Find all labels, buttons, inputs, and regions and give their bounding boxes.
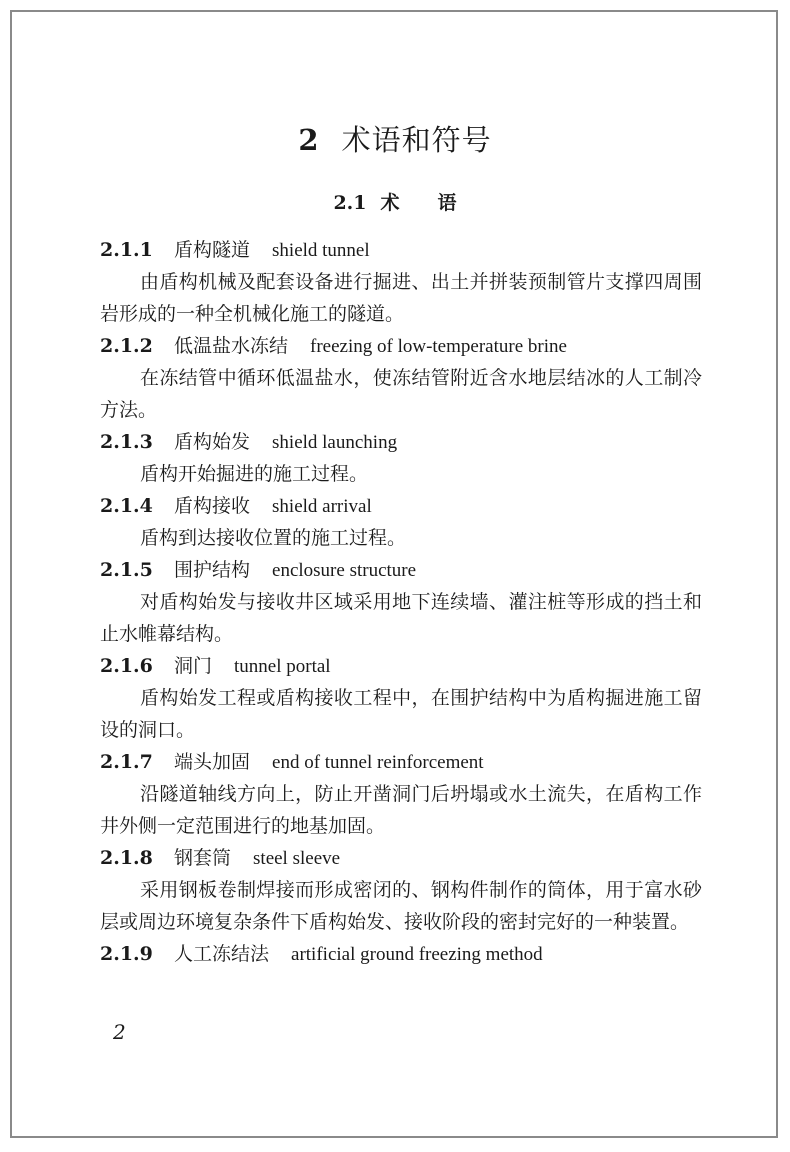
page-number: 2 <box>113 1020 126 1044</box>
term-chinese: 盾构隧道 <box>174 239 251 261</box>
term-heading <box>100 938 702 970</box>
term-entry <box>100 234 702 330</box>
term-entry <box>100 650 702 746</box>
term-definition: 由盾构机械及配套设备进行掘进、出土并拼装预制管片支撑四周围岩形成的一种全机械化施工的隧道。 <box>100 271 702 325</box>
term-definition: 盾构始发工程或盾构接收工程中，在围护结构中为盾构掘进施工留设的洞口。 <box>100 687 702 741</box>
term-chinese: 钢套筒 <box>174 847 232 869</box>
term-entry <box>100 554 702 650</box>
term-heading <box>100 490 702 522</box>
term-definition: 采用钢板卷制焊接而形成密闭的、钢构件制作的筒体，用于富水砂层或周边环境复杂条件下盾构始发、接收阶段的密封完好的一种装置。 <box>100 879 702 933</box>
term-number: 2.1.8 <box>100 847 153 869</box>
chapter-title <box>0 118 790 159</box>
term-english: tunnel portal <box>234 656 331 677</box>
term-entry <box>100 426 702 490</box>
chapter-number: 2 <box>298 123 320 157</box>
section-title-b: 语 <box>437 192 457 214</box>
term-chinese: 端头加固 <box>174 751 251 773</box>
term-heading <box>100 746 702 778</box>
term-entry <box>100 746 702 842</box>
term-definition: 对盾构始发与接收井区域采用地下连续墙、灌注桩等形成的挡土和止水帷幕结构。 <box>100 591 702 645</box>
term-heading <box>100 554 702 586</box>
term-entry <box>100 938 702 970</box>
term-heading <box>100 330 702 362</box>
term-entry <box>100 842 702 938</box>
term-chinese: 低温盐水冻结 <box>174 335 289 357</box>
chapter-title-text: 术语和符号 <box>341 123 492 157</box>
term-english: shield arrival <box>272 496 372 517</box>
term-chinese: 盾构接收 <box>174 495 251 517</box>
term-chinese: 盾构始发 <box>174 431 251 453</box>
term-definition: 沿隧道轴线方向上，防止开凿洞门后坍塌或水土流失，在盾构工作井外侧一定范围进行的地基加固。 <box>100 783 702 837</box>
section-number: 2.1 <box>333 192 367 214</box>
section-title-a: 术 <box>380 192 400 214</box>
term-entry <box>100 330 702 426</box>
term-english: enclosure structure <box>272 560 417 581</box>
term-number: 2.1.9 <box>100 943 153 965</box>
term-number: 2.1.5 <box>100 559 153 581</box>
term-heading <box>100 234 702 266</box>
term-chinese: 洞门 <box>174 655 213 677</box>
term-definition: 盾构到达接收位置的施工过程。 <box>140 527 407 549</box>
term-english: steel sleeve <box>253 848 341 869</box>
term-number: 2.1.6 <box>100 655 153 677</box>
term-number: 2.1.3 <box>100 431 153 453</box>
term-number: 2.1.4 <box>100 495 153 517</box>
term-chinese: 人工冻结法 <box>174 943 270 965</box>
term-english: shield launching <box>272 432 398 453</box>
term-list <box>100 234 702 970</box>
term-entry <box>100 490 702 554</box>
term-heading <box>100 842 702 874</box>
term-number: 2.1.1 <box>100 239 153 261</box>
term-english: artificial ground freezing method <box>291 944 543 965</box>
term-number: 2.1.7 <box>100 751 153 773</box>
term-definition: 盾构开始掘进的施工过程。 <box>140 463 369 485</box>
term-english: freezing of low-temperature brine <box>310 336 567 357</box>
term-number: 2.1.2 <box>100 335 153 357</box>
term-heading <box>100 650 702 682</box>
term-heading <box>100 426 702 458</box>
term-english: end of tunnel reinforcement <box>272 752 484 773</box>
term-definition: 在冻结管中循环低温盐水，使冻结管附近含水地层结冰的人工制冷方法。 <box>100 367 702 421</box>
section-title <box>0 188 790 215</box>
term-chinese: 围护结构 <box>174 559 251 581</box>
term-english: shield tunnel <box>272 240 370 261</box>
